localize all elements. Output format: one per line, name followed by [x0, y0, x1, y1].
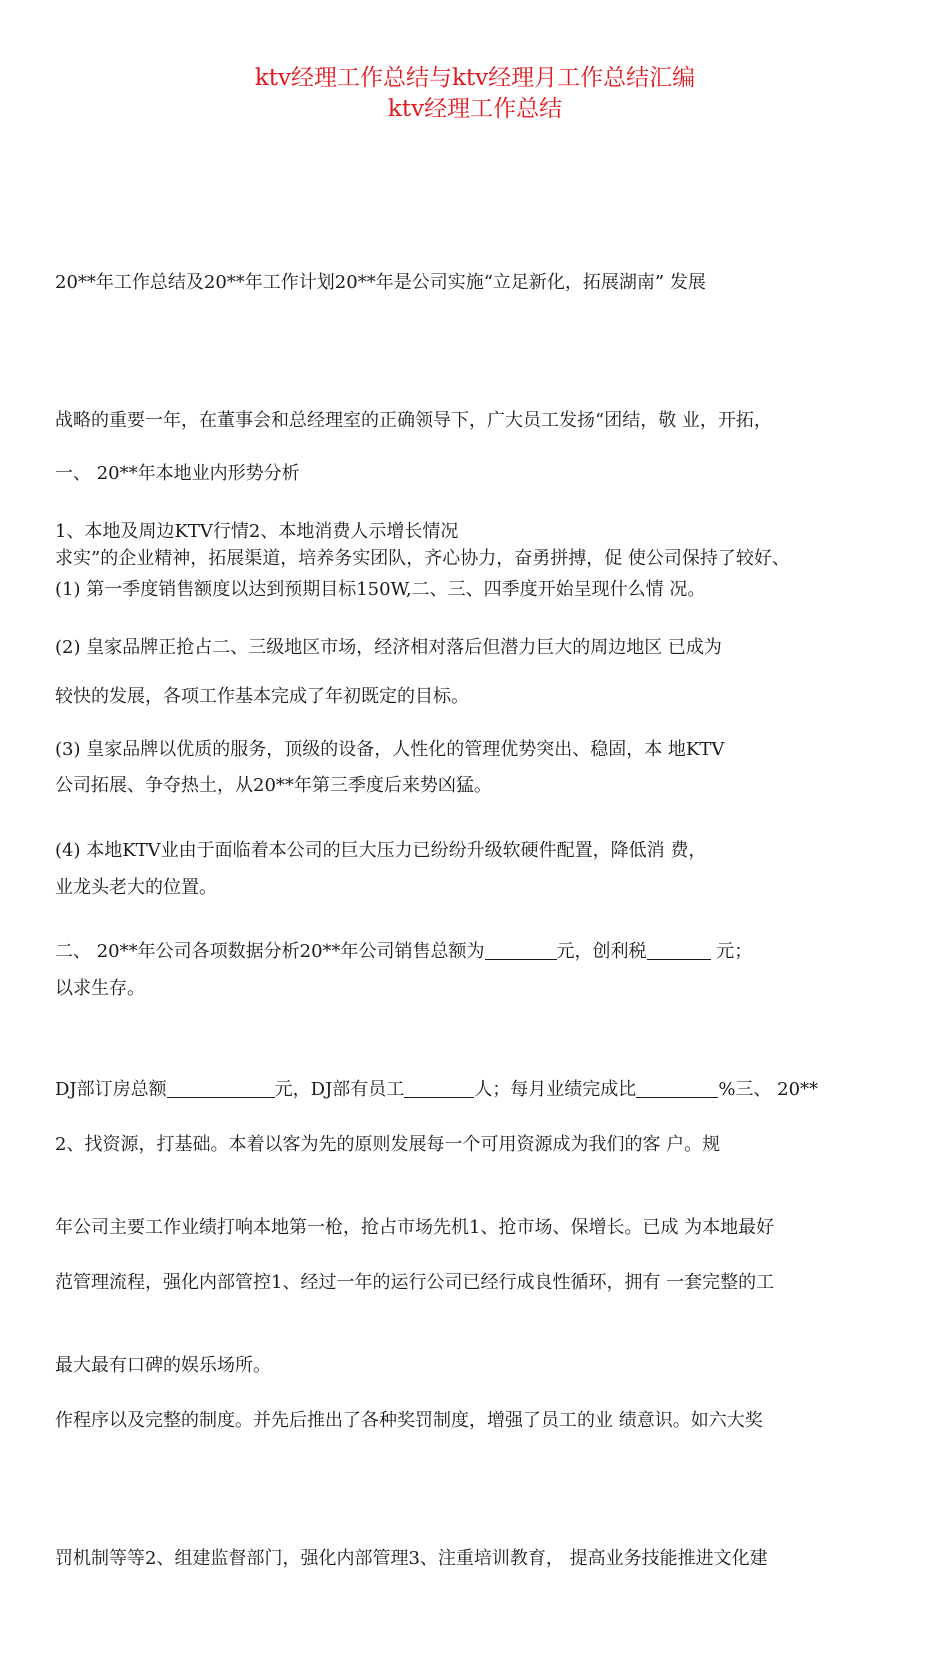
text-line: (3) 皇家品牌以优质的服务，顶级的设备，人性化的管理优势突出、稳固，本 地KTV — [55, 739, 725, 760]
text-line: 求实”的企业精神，拓展渠道，培养务实团队，齐心协力，奋勇拼搏，促 使公司保持了较好、 — [55, 548, 790, 569]
text-line: 20**年工作总结及20**年工作计划20**年是公司实施“立足新化，拓展湖南” 发展 — [55, 272, 706, 293]
text-segment: DJ部订房总额 — [55, 1079, 167, 1100]
text-line: 以求生存。 — [55, 978, 145, 999]
text-line: 作程序以及完整的制度。并先后推出了各种奖罚制度，增强了员工的业 绩意识。如六大奖 — [55, 1410, 763, 1431]
blank-tax — [647, 941, 711, 960]
text-line: 年公司主要工作业绩打响本地第一枪，抢占市场先机1、抢市场、保增长。已成 为本地最好 — [55, 1217, 775, 1238]
document-subtitle: ktv经理工作总结 — [387, 96, 563, 122]
text-segment: 人；每月业绩完成比 — [474, 1079, 637, 1100]
text-line — [55, 929, 900, 975]
text-segment: %三、 20** — [718, 1079, 819, 1100]
text-line: 1、本地及周边KTV行情2、本地消费人示增长情况 — [55, 521, 459, 542]
text-line: (2) 皇家品牌正抢占二、三级地区市场，经济相对落后但潜力巨大的周边地区 已成为 — [55, 637, 722, 658]
blank-sales-total — [485, 941, 557, 960]
text-line: 公司拓展、争夺热土，从20**年第三季度后来势凶猛。 — [55, 775, 492, 796]
text-segment: 元，创利税 — [556, 941, 647, 962]
text-line: 较快的发展，各项工作基本完成了年初既定的目标。 — [55, 686, 469, 707]
text-line: (4) 本地KTV业由于面临着本公司的巨大压力已纷纷升级软硬件配置，降低消 费， — [55, 840, 707, 861]
text-line: 2、找资源，打基础。本着以客为先的原则发展每一个可用资源成为我们的客 户。规 — [55, 1134, 721, 1155]
text-segment: 元； — [710, 941, 753, 962]
text-line: 战略的重要一年，在董事会和总经理室的正确领导下，广大员工发扬“团结，敬 业，开拓， — [55, 410, 772, 431]
text-line: 罚机制等等2、组建监督部门，强化内部管理3、注重培训教育， 提高业务技能推进文化建 — [55, 1548, 768, 1569]
text-line: 业龙头老大的位置。 — [55, 877, 217, 898]
paragraph-resources — [55, 1030, 900, 1674]
text-segment: 元，DJ部有员工 — [274, 1079, 405, 1100]
text-line: (1) 第一季度销售额度以达到预期目标150W,二、三、四季度开始呈现什么情 况。 — [55, 579, 706, 600]
text-line: 最大最有口碑的娱乐场所。 — [55, 1355, 271, 1376]
text-line: 范管理流程，强化内部管控1、经过一年的运行公司已经行成良性循环，拥有 一套完整的工 — [55, 1272, 775, 1293]
document-title: ktv经理工作总结与ktv经理月工作总结汇编 — [254, 65, 696, 91]
text-line: 一、 20**年本地业内形势分析 — [55, 463, 300, 484]
text-segment: 二、 20**年公司各项数据分析20**年公司销售总额为 — [55, 941, 485, 962]
